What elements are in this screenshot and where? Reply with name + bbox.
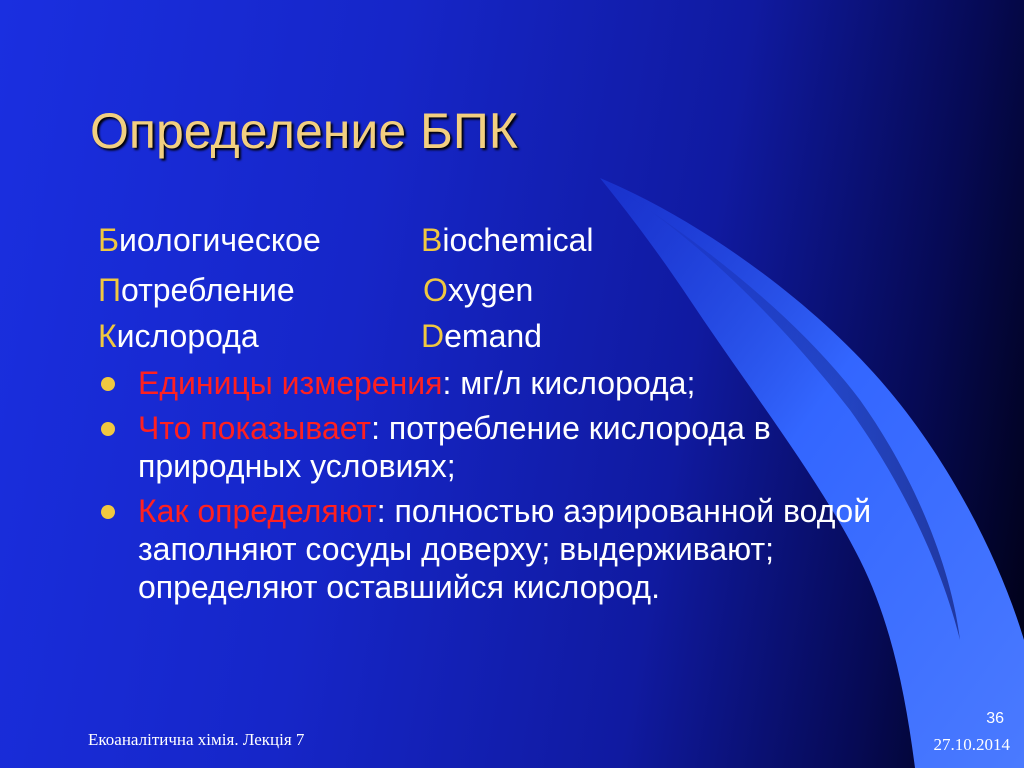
acronym-en-rest: xygen — [447, 272, 534, 308]
slide-number: 36 — [986, 710, 1004, 727]
bullet-item — [98, 364, 918, 402]
acronym-row — [98, 272, 534, 309]
acronym-ru-initial: П — [98, 272, 121, 308]
bullet-dot-icon — [101, 422, 115, 436]
acronym-ru-initial: Б — [98, 222, 119, 258]
acronym-en-initial: B — [421, 222, 443, 258]
acronym-en-rest: iochemical — [442, 222, 594, 258]
acronym-en-word — [421, 222, 594, 259]
acronym-en-word — [421, 318, 542, 355]
acronym-en-rest: emand — [444, 318, 542, 354]
bullet-key: Единицы измерения — [138, 365, 443, 401]
bullet-list — [98, 364, 918, 613]
acronym-ru-initial: К — [98, 318, 117, 354]
acronym-ru-rest: иологическое — [119, 222, 321, 258]
acronym-ru-rest: отребление — [121, 272, 295, 308]
footer-course: Екоаналітична хімія. Лекція 7 — [88, 730, 305, 749]
bullet-dot-icon — [101, 377, 115, 391]
bullet-text: : мг/л кислорода; — [442, 365, 696, 401]
acronym-en-initial: D — [421, 318, 445, 354]
bullet-text: : потребление кислорода в природных условиях; — [138, 410, 771, 484]
bullet-text: : полностью аэрированной водой заполняют сосуды доверху; выдерживают; определяют оставшийся кислород. — [138, 493, 872, 605]
acronym-en-initial: O — [423, 272, 448, 308]
acronym-en-word — [423, 272, 533, 309]
acronym-row — [98, 222, 594, 259]
acronym-row — [98, 318, 542, 355]
bullet-key: Что показывает — [138, 410, 372, 446]
footer-date: 27.10.2014 — [933, 735, 1010, 754]
slide-title: Определение БПК — [90, 103, 518, 159]
bullet-item — [98, 492, 918, 606]
bullet-key: Как определяют — [138, 493, 377, 529]
acronym-ru-rest: ислорода — [116, 318, 259, 354]
bullet-item — [98, 409, 918, 485]
bullet-dot-icon — [101, 505, 115, 519]
